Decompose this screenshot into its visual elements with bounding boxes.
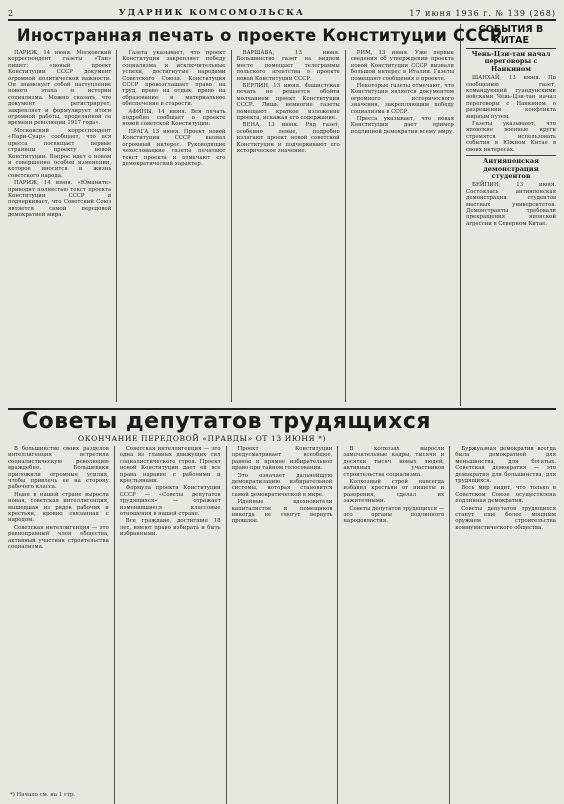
sidebar-china xyxy=(460,24,556,406)
column-divider xyxy=(231,50,232,402)
top-section xyxy=(8,24,556,406)
paragraph: Пресса указывает, что новая Конституция дает пример подлинной демократии всему миру. xyxy=(350,116,454,135)
second-article-col-2 xyxy=(120,446,221,804)
paragraph: Колхозный строй навсегда избавил крестьян от нищеты и разорения, сделал их зажиточными. xyxy=(343,479,445,505)
paragraph: ПРАГА 13 июня. Проект новой Конституции СССР вызвал огромный интерес. Руководящие чехословацкие газеты печатают текст проекта и отмечают его демократический характер. xyxy=(122,128,226,167)
second-article-col-5 xyxy=(455,446,556,804)
column-divider xyxy=(114,446,115,804)
paragraph: ПАРИЖ, 14 июня. Московский корреспондент газеты «Тан» пишет: «новый проект Конституции СССР документ огромной политической важности. Он знаменует собой наступление нового этапа в истории социализма. Можно сказать, что документ регистрирует, закрепляет и формулирует итоги огромной работы, проделанной со времени революции 1917 года». xyxy=(8,50,112,127)
paragraph: ВАРШАВА, 13 июня. Большинство газет на видном месте помещает телеграммы польского агентства о проекте новой Конституции СССР. xyxy=(236,50,340,82)
column-divider xyxy=(226,446,227,804)
paragraph: ШАНХАЙ, 13 июня. По сообщению газет, командующий гуандунскими войсками Чень-Цзи-тан начал переговоры с Нанкином о разрешении конфликта мирным путем. xyxy=(466,75,556,120)
paragraph: РИМ, 13 июня. Уже первые сведения об утверждении проекта новой Конституции СССР вызвали большой интерес в Италии. Газеты помещают сообщения о проекте. xyxy=(350,50,454,82)
paragraph: БЕРЛИН, 13 июня. Фашистская печать не решается обойти молчанием проект Конституции СССР. Лишь немногие газеты помещают краткое изложение проекта, искажая его содержание. xyxy=(236,83,340,122)
paragraph: Газеты указывают, что японские военные круги стремятся использовать события в Южном Китае в своих интересах. xyxy=(466,121,556,153)
sidebar-body-2 xyxy=(466,182,556,227)
paragraph: Формула проекта Конституции СССР — «Советы депутатов трудящихся» — отражает изменившиеся классовые отношения в нашей стране. xyxy=(119,485,221,518)
paragraph: Советы депутатов трудящихся — это органы подлинного народовластия. xyxy=(343,505,445,525)
paragraph: БЕЙПИН, 13 июня. Состоялась антияпонская демонстрация студентов местных университетов. Демонстранты требовали прекращения японской агрессии в Северном Китае. xyxy=(466,182,556,227)
second-article-subtitle: ОКОНЧАНИЕ ПЕРЕДОВОЙ «ПРАВДЫ» ОТ 13 ИЮНЯ *) xyxy=(78,434,327,443)
second-article-col-3 xyxy=(232,446,333,804)
paragraph: В колхозах выросли замечательные кадры, тысячи и десятки тысяч новых людей, активных участников строительства социализма. xyxy=(343,446,445,478)
second-article-col-1 xyxy=(8,446,109,804)
column-divider xyxy=(449,446,450,804)
paragraph: Некоторые газеты отмечают, что Конституция является документом огромного исторического значения, закрепляющим победу социализма в СССР. xyxy=(350,83,454,115)
second-article-headline: Советы депутатов трудящихся xyxy=(22,409,432,434)
masthead xyxy=(8,4,556,21)
second-article xyxy=(8,408,556,804)
main-article-col-2 xyxy=(122,50,225,402)
main-article-col-3 xyxy=(237,50,340,402)
issue-date: 17 июня 1936 г. № 139 (268) xyxy=(409,9,556,18)
second-article-col-4 xyxy=(343,446,444,804)
paragraph: Проект Конституции предусматривает всеобщее, равное и прямое избирательное право при тайном голосовании. xyxy=(231,446,333,472)
sidebar-divider xyxy=(466,155,556,156)
sidebar-heading: СОБЫТИЯ В КИТАЕ xyxy=(466,24,556,49)
sidebar-subheading-1: Чень-Цзи-тан начал переговоры с Нанкином xyxy=(471,50,551,73)
paragraph: Советская интеллигенция — это равноправный член общества, активный участник строительства социализма. xyxy=(8,524,109,551)
column-divider xyxy=(116,50,117,402)
paragraph: Московский корреспондент «Пари-Суар» сообщает, что вся пресса посвящает первые страницы проекту новой Конституции. Вопрос идет о новом и совершенно особом изменении, которое вносится в жизнь советского народа. xyxy=(8,127,112,179)
page-number: 2 xyxy=(8,9,15,18)
main-article-columns xyxy=(8,50,454,402)
second-article-columns xyxy=(8,446,556,804)
paragraph: ПАРИЖ, 14 июня. «Юманите» приводит полностью текст проекта Конституции СССР и подчеркивает, что Советский Союз является самой передовой демократией мира. xyxy=(8,180,112,219)
paragraph: Весь мир видит, что только в Советском Союзе осуществлена подлинная демократия. xyxy=(455,485,556,505)
sidebar-subheading-2: Антияпонская демонстрация студентов xyxy=(482,157,539,180)
paragraph: Буржуазная демократия всегда была демократией для меньшинства, для богатых. Советская демократия — это демократия для большинства, для трудящихся. xyxy=(455,446,556,485)
footnote: *) Начало см. на 1 стр. xyxy=(10,792,76,798)
newspaper-name: УДАРНИК КОМСОМОЛЬСКА xyxy=(118,8,305,18)
paragraph: Газета указывает, что проект Конституции закрепляет победу социализма и исключительные успехи, достигнутые народами Советского Союза. Конституция СССР провозглашает право на труд, право на отдых, право на образование и материальное обеспечение в старости. xyxy=(122,50,226,108)
main-article-col-1 xyxy=(8,50,111,402)
sidebar-body-1 xyxy=(466,75,556,153)
column-divider xyxy=(337,446,338,804)
paragraph: В большинстве своих разделов интеллигенция встретила социалистическую революцию враждебно. Большевики приложили огромные усилия, чтобы привлечь ее на сторону рабочего класса. xyxy=(8,446,109,491)
paragraph: Ныне в нашей стране выросла новая, советская интеллигенция, вышедшая из рядов рабочих и крестьян, кровно связанная с народом. xyxy=(8,491,109,524)
main-article xyxy=(8,24,503,406)
paragraph: Идейные вдохновители капиталистов и помещиков никогда не смогут вернуть прошлое. xyxy=(231,499,333,525)
paragraph: АФИНЫ, 14 июня. Вся печать подробно сообщает о проекте новой советской Конституции. xyxy=(122,108,226,128)
paragraph: Советская интеллигенция — это одна из главных движущих сил социалистического строя. Проект новой Конституции дает ей все права наравне с рабочими и крестьянами. xyxy=(119,446,221,485)
paragraph: Это означает дальнейшую демократизацию избирательной системы, которая становится самой демократической в мире. xyxy=(231,472,333,498)
main-article-col-4 xyxy=(351,50,454,402)
paragraph: ВЕНА, 13 июня. Ряд газет, особенно левые, подробно излагают проект новой советской Конституции и подчеркивают его историческое значение. xyxy=(236,122,340,155)
paragraph: Советы депутатов трудящихся станут еще более мощным оружием строительства коммунистического общества. xyxy=(455,505,556,531)
paragraph: Все граждане, достигшие 18 лет, имеют право избирать и быть избранными. xyxy=(119,518,221,538)
main-article-headline: Иностранная печать о проекте Конституции СССР xyxy=(16,26,503,46)
column-divider xyxy=(345,50,346,402)
